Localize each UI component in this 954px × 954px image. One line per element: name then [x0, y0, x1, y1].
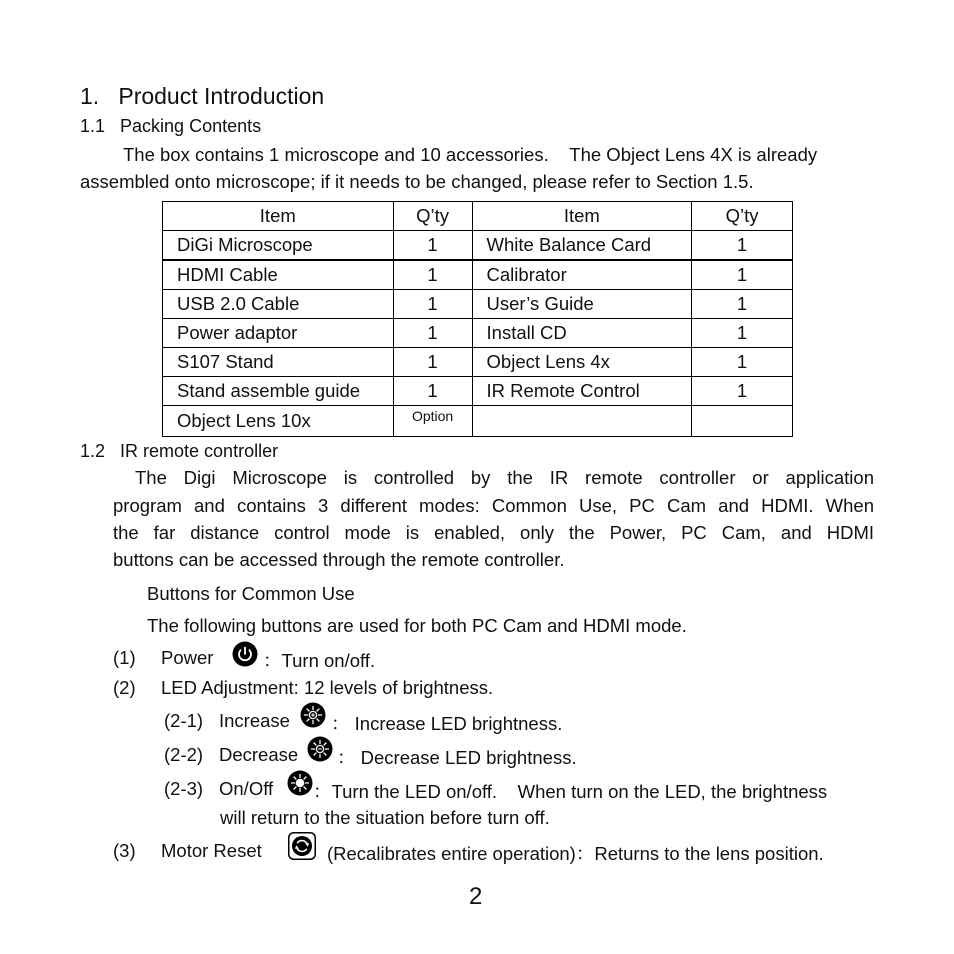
table-cell: 1	[393, 231, 472, 261]
table-cell: Object Lens 10x	[163, 406, 394, 437]
table-header-row	[163, 202, 793, 231]
table-cell: HDMI Cable	[163, 260, 394, 290]
page-number: 2	[469, 883, 483, 910]
decrease-item-desc: ： Decrease LED brightness.	[337, 747, 577, 768]
table-cell: 1	[692, 348, 793, 377]
decrease-item-label: Decrease	[219, 744, 299, 765]
onoff-item-desc-line2: will return to the situation before turn off.	[220, 807, 550, 828]
led-increase-icon	[300, 702, 326, 728]
led-onoff-icon	[287, 770, 313, 796]
table-cell	[692, 406, 793, 437]
table-row	[163, 260, 793, 290]
table-cell: Calibrator	[472, 260, 692, 290]
table-cell: Object Lens 4x	[472, 348, 692, 377]
table-cell: USB 2.0 Cable	[163, 290, 394, 319]
table-cell: 1	[393, 377, 472, 406]
motor-item-num: (3)	[113, 840, 136, 861]
increase-item-num: (2-1)	[164, 710, 204, 731]
remote-para-line1: The Digi Microscope is controlled by the IR remote controller or application	[135, 467, 874, 488]
increase-item-desc: ： Increase LED brightness.	[331, 713, 563, 734]
onoff-item-num: (2-3)	[164, 778, 204, 799]
table-row	[163, 319, 793, 348]
led-item-num: (2)	[113, 677, 136, 698]
table-header: Q’ty	[692, 202, 793, 231]
page-title: 1. Product Introduction	[80, 83, 325, 109]
table-cell: 1	[692, 260, 793, 290]
common-use-heading: Buttons for Common Use	[147, 583, 355, 604]
table-cell: Install CD	[472, 319, 692, 348]
packing-text-line1: The box contains 1 microscope and 10 accessories. The Object Lens 4X is already	[123, 144, 818, 165]
table-cell: 1	[692, 290, 793, 319]
table-cell: 1	[393, 290, 472, 319]
remote-para-line3: the far distance control mode is enabled, only the Power, PC Cam, and HDMI	[113, 522, 874, 543]
table-cell: S107 Stand	[163, 348, 394, 377]
packing-table	[162, 201, 793, 437]
table-cell: White Balance Card	[472, 231, 692, 261]
table-header: Item	[472, 202, 692, 231]
table-header: Q’ty	[393, 202, 472, 231]
table-cell: Power adaptor	[163, 319, 394, 348]
led-decrease-icon	[307, 736, 333, 762]
table-cell: 1	[393, 260, 472, 290]
motor-item-label: Motor Reset	[161, 840, 262, 861]
led-item-label: LED Adjustment: 12 levels of brightness.	[161, 677, 494, 698]
table-cell: 1	[692, 231, 793, 261]
table-header: Item	[163, 202, 394, 231]
table-cell	[472, 406, 692, 437]
table-cell: Option	[393, 406, 472, 437]
power-item-num: (1)	[113, 647, 136, 668]
table-cell: Stand assemble guide	[163, 377, 394, 406]
packing-text-line2: assembled onto microscope; if it needs to be changed, please refer to Section 1.5.	[80, 171, 754, 192]
increase-item-label: Increase	[219, 710, 290, 731]
table-cell: DiGi Microscope	[163, 231, 394, 261]
remote-para-line2: program and contains 3 different modes: Common Use, PC Cam and HDMI. When	[113, 495, 874, 516]
table-cell: 1	[692, 319, 793, 348]
onoff-item-desc: ：Turn the LED on/off. When turn on the LED, the brightness	[313, 781, 828, 802]
onoff-item-label: On/Off	[219, 778, 274, 799]
table-cell: User’s Guide	[472, 290, 692, 319]
table-row	[163, 377, 793, 406]
common-use-desc: The following buttons are used for both PC Cam and HDMI mode.	[147, 615, 687, 636]
table-row	[163, 406, 793, 437]
table-cell: 1	[393, 319, 472, 348]
table-row	[163, 231, 793, 261]
table-cell: 1	[692, 377, 793, 406]
remote-heading: 1.2 IR remote controller	[80, 441, 279, 461]
power-icon	[232, 641, 258, 667]
table-row	[163, 348, 793, 377]
table-cell: 1	[393, 348, 472, 377]
packing-heading: 1.1 Packing Contents	[80, 116, 262, 136]
remote-para-line4: buttons can be accessed through the remote controller.	[113, 549, 565, 570]
power-item-label: Power	[161, 647, 214, 668]
power-item-desc: ：Turn on/off.	[263, 650, 376, 671]
decrease-item-num: (2-2)	[164, 744, 204, 765]
table-cell: IR Remote Control	[472, 377, 692, 406]
motor-item-desc: (Recalibrates entire operation)：Returns to the lens position.	[327, 843, 824, 864]
table-row	[163, 290, 793, 319]
motor-reset-icon	[288, 832, 316, 860]
